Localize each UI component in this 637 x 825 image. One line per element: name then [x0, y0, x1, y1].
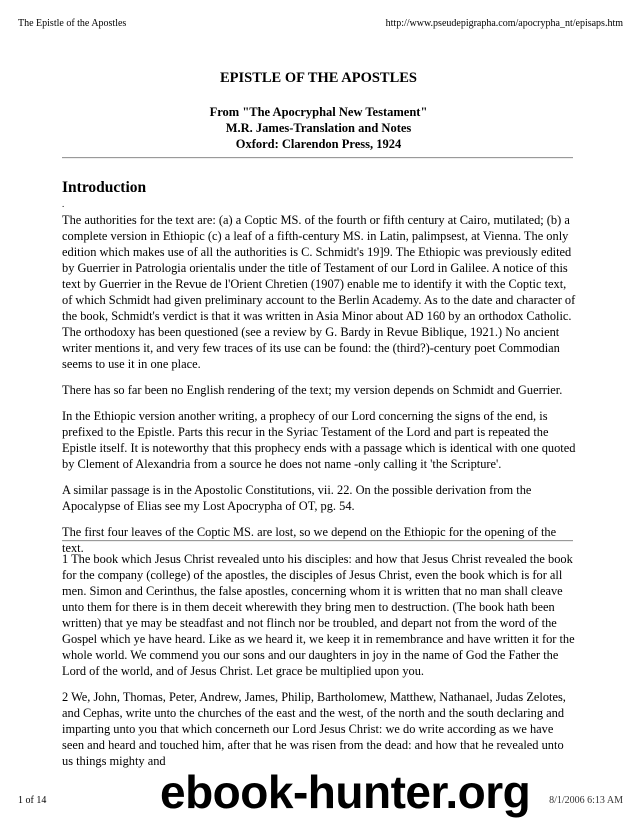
divider [62, 540, 573, 542]
divider [62, 157, 573, 159]
source-citation [0, 104, 637, 152]
watermark: ebook-hunter.org [160, 766, 531, 818]
paragraph: There has so far been no English rendering of the text; my version depends on Schmidt and Guerrier. [62, 383, 563, 397]
paragraph: 2 We, John, Thomas, Peter, Andrew, James, Philip, Bartholomew, Matthew, Nathanael, Judas Zelotes, and Cephas, write unto the churches of the east and the west, of the north and the south declaring and imparting unto you that which concerneth our Lord Jesus Christ: we do write according as we have seen and heard and touched him, after that he was risen from the dead: and how that he revealed unto us things mighty and [62, 690, 566, 768]
header-title: The Epistle of the Apostles [18, 18, 127, 29]
paragraph: The first four leaves of the Coptic MS. are lost, so we depend on the Ethiopic for the opening of the text. [62, 525, 557, 555]
introduction-marker: . [62, 199, 65, 209]
source-line-3: Oxford: Clarendon Press, 1924 [235, 137, 402, 151]
document-title: EPISTLE OF THE APOSTLES [219, 70, 418, 86]
header-url[interactable]: http://www.pseudepigrapha.com/apocrypha_nt/episaps.htm [385, 18, 623, 29]
source-line-2: M.R. James-Translation and Notes [225, 121, 412, 135]
introduction-heading: Introduction [62, 179, 147, 196]
paragraph: 1 The book which Jesus Christ revealed unto his disciples: and how that Jesus Christ revealed the book for the company (college) of the apostles, the disciples of Jesus Christ, even the book which is for all men. Simon and Cerinthus, the false apostles, concerning whom it is written that no man shall cleave unto them for there is in them deceit wherewith they bring men to destruction. (The book hath been written) that ye may be steadfast and not flinch nor be troubled, and depart not from the word of the Gospel which ye have heard. Like as we heard it, we keep it in remembrance and have written it for the whole world. We commend you our sons and our daughters in joy in the name of God the Father the Lord of the world, and of Jesus Christ. Let grace be multiplied upon you. [62, 552, 575, 678]
print-date: 8/1/2006 6:13 AM [549, 795, 623, 806]
epistle-text [62, 551, 577, 779]
paragraph: In the Ethiopic version another writing, a prophecy of our Lord concerning the signs of the end, is prefixed to the Epistle. Parts this recur in the Syriac Testament of the Lord and part is repeated the Epistle itself. It is noteworthy that this prophecy ends with a passage which is identical with one quoted by Clement of Alexandria from a source he does not name -only calling it 'the Scripture'. [62, 409, 576, 471]
source-line-1: From "The Apocryphal New Testament" [209, 105, 428, 119]
page-number: 1 of 14 [18, 795, 47, 806]
paragraph: The authorities for the text are: (a) a Coptic MS. of the fourth or fifth century at Cairo, mutilated; (b) a complete version in Ethiopic (c) a leaf of a fifth-century MS. in Latin, palimpsest, at Vienna. The only edition which makes use of all the authorities is C. Schmidt's 19]9. The Ethiopic was previously edited by Guerrier in Patrologia orientalis under the title of Testament of our Lord in Galilee. A notice of this text by Guerrier in the Revue de l'Orient Chretien (1907) enable me to identify it with the Coptic text, of which Schmidt had given preliminary account to the Berlin Academy. As to the date and character of the book, Schmidt's verdict is that it was written in Asia Minor about AD 160 by an orthodox Catholic. The orthodoxy has been questioned (see a review by G. Bardy in Revue Biblique, 1921.) No ancient writer mentions it, and very few traces of its use can be found: the (third?)-century poet Commodian seems to use it in one place. [62, 213, 576, 371]
introduction-body [62, 212, 577, 566]
paragraph: A similar passage is in the Apostolic Constitutions, vii. 22. On the possible derivation from the Apocalypse of Elias see my Lost Apocrypha of OT, pg. 54. [62, 483, 532, 513]
